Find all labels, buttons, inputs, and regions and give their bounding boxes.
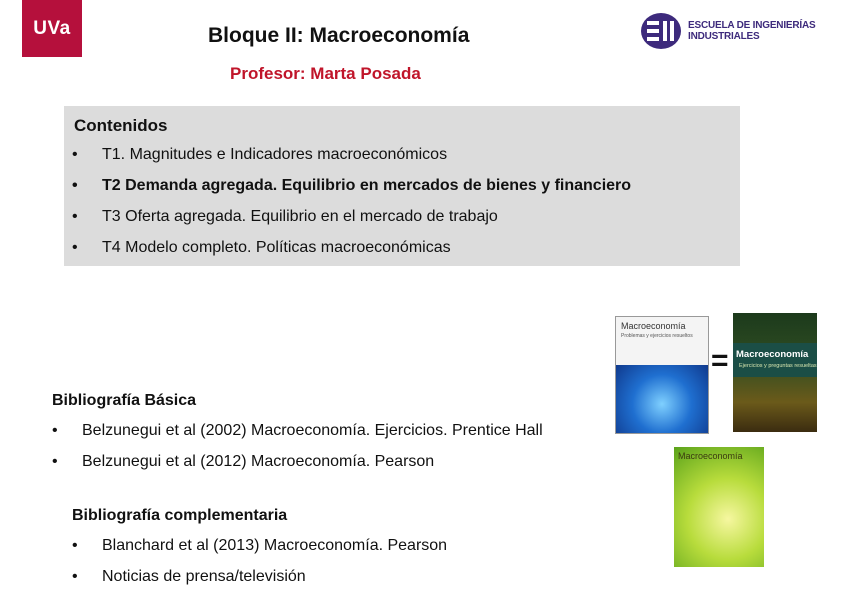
list-item-text: Belzunegui et al (2012) Macroeconomía. Pearson [82,453,435,470]
book-cover-2 [733,313,817,432]
cover-title: Macroeconomía [678,451,743,461]
professor-name: Profesor: Marta Posada [230,64,421,83]
list-item [52,453,543,484]
list-item-text: Noticias de prensa/televisión [102,568,306,585]
bullet: • [52,453,58,470]
list-item-text: Blanchard et al (2013) Macroeconomía. Pearson [102,537,448,554]
list-item [72,239,631,270]
bullet: • [72,537,78,554]
list-item-text: T4 Modelo completo. Políticas macroeconómicas [102,239,451,256]
bibliography-basic-list [52,422,543,484]
bullet: • [72,239,78,256]
cover-title: Macroeconomía [621,321,686,331]
bullet: • [72,568,78,585]
list-item [72,537,447,568]
book-cover-3 [674,447,764,567]
list-item [72,208,631,239]
bibliography-basic-heading: Bibliografía Básica [52,392,197,409]
bullet: • [72,177,78,194]
bibliography-complementary-heading: Bibliografía complementaria [72,507,288,524]
cover-title: Macroeconomía [736,349,809,360]
list-item-text: T2 Demanda agregada. Equilibrio en mercados de bienes y financiero [102,177,632,194]
list-item [72,177,631,208]
uva-logo: UVa [22,0,82,57]
school-name-line1: ESCUELA DE INGENIERÍAS [688,20,816,31]
contents-list [72,146,631,270]
bullet: • [72,208,78,225]
cover-subtitle: Problemas y ejercicios resueltos [621,333,693,339]
school-name-line2: INDUSTRIALES [688,31,760,42]
eii-emblem-icon [640,12,682,50]
list-item [52,422,543,453]
list-item-text: T3 Oferta agregada. Equilibrio en el mercado de trabajo [102,208,498,225]
list-item [72,146,631,177]
school-logo [640,12,815,50]
bibliography-complementary-list [72,537,447,599]
list-item-text: Belzunegui et al (2002) Macroeconomía. Ejercicios. Prentice Hall [82,422,543,439]
list-item [72,568,447,599]
equals-sign: = [711,344,729,377]
cover-subtitle: Ejercicios y preguntas resueltas [739,363,817,369]
book-cover-1 [615,316,709,434]
contents-heading: Contenidos [74,116,168,135]
bullet: • [52,422,58,439]
contents-box [64,106,740,266]
bullet: • [72,146,78,163]
page-title: Bloque II: Macroeconomía [208,24,470,47]
list-item-text: T1. Magnitudes e Indicadores macroeconómicos [102,146,448,163]
